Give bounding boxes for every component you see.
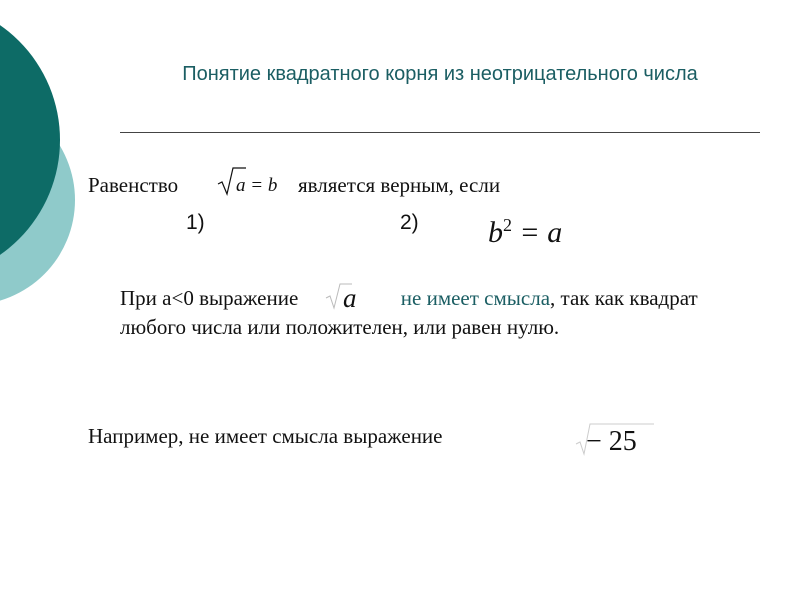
sqrt-a-formula xyxy=(304,283,396,312)
slide-title: Понятие квадратного корня из неотрицательного числа xyxy=(182,63,698,85)
condition-one-label: 1) xyxy=(186,211,205,234)
condition-two-label: 2) xyxy=(400,211,419,234)
paragraph-part1: При a<0 выражение xyxy=(120,286,299,310)
sqrt-equals-formula xyxy=(216,164,286,198)
sqrt-minus-25-formula xyxy=(574,418,664,458)
svg-text:a: a xyxy=(342,283,357,312)
equality-suffix: является верным, если xyxy=(298,173,501,197)
b-squared-formula xyxy=(488,208,562,250)
no-meaning-highlight: не имеет смысла xyxy=(400,286,551,310)
example-text: Например, не имеет смысла выражение xyxy=(88,424,443,448)
svg-text:− 25: − 25 xyxy=(586,426,637,457)
title-divider xyxy=(120,132,760,133)
paragraph-part2: , так как квадрат любого числа или положителен, или равен нулю. xyxy=(120,286,698,339)
formula-rest: = a xyxy=(512,216,563,249)
formula-text: a = b xyxy=(236,175,278,196)
formula-exponent: 2 xyxy=(503,215,512,235)
formula-base: b xyxy=(488,216,503,249)
explanation-paragraph xyxy=(120,284,740,342)
equality-prefix: Равенство xyxy=(88,173,179,197)
